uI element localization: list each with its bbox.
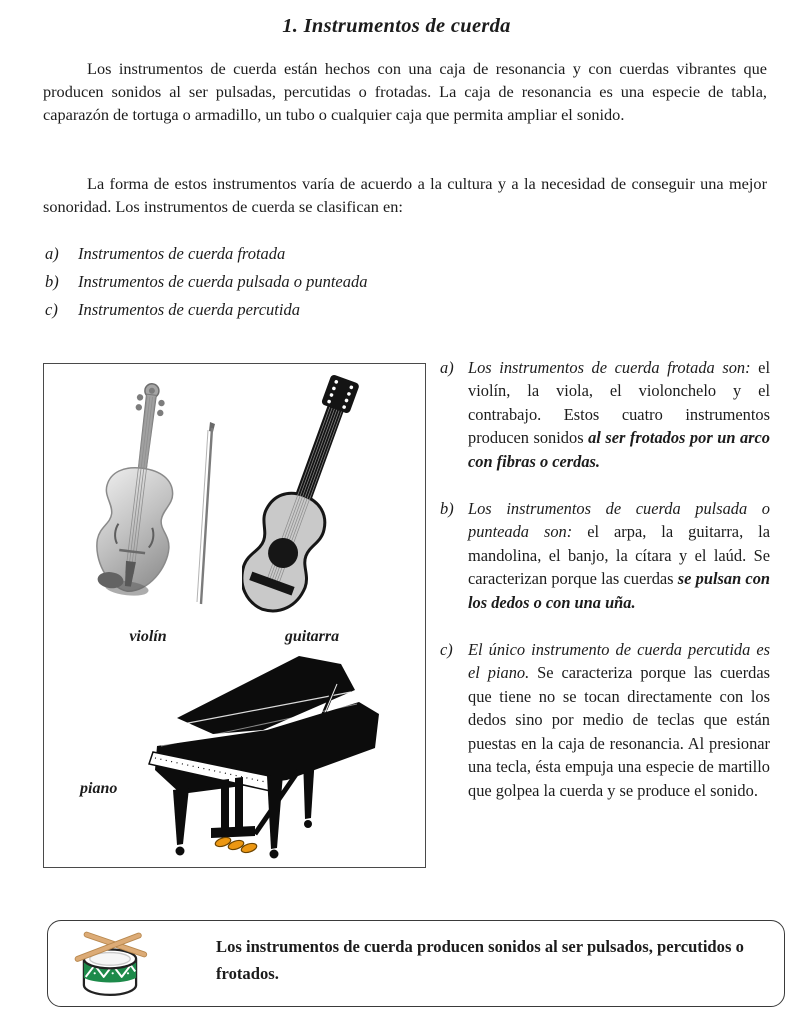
description-item-b — [440, 497, 770, 614]
classification-list — [45, 240, 645, 325]
item-text: Se caracteriza porque las cuerdas que tiene no se tocan directamente con los dedos sino por medio de teclas que están puestas en la caja de resonancia. Al presionar una tecla, ésta empuja una especie de martillo que golpea la cuerda y se produce el sonido. — [468, 663, 770, 800]
list-item-text: Instrumentos de cuerda percutida — [78, 300, 300, 320]
item-text-emphasis: al ser frotados por un arco con fibras o cerdas. — [468, 428, 770, 471]
instruments-figure-box — [43, 363, 426, 868]
item-text-italic: Los instrumentos de cuerda pulsada o punteada son: — [468, 499, 770, 542]
item-text: el arpa, la guitarra, la mandolina, el banjo, la cítara y el laúd. Se caracterizan porque las cuerdas — [468, 522, 770, 589]
guitar-caption: guitarra — [284, 628, 340, 645]
list-marker: a) — [45, 244, 59, 263]
list-item — [45, 296, 645, 324]
item-text: el violín, la viola, el violonchelo y el contrabajo. Estos cuatro instrumentos producen sonidos — [468, 358, 770, 448]
description-item-a — [440, 356, 770, 473]
piano-icon — [127, 652, 399, 862]
page-title: 1. Instrumentos de cuerda — [282, 15, 511, 37]
item-marker: c) — [440, 640, 453, 660]
violin-icon — [84, 376, 224, 631]
item-marker: b) — [440, 499, 454, 519]
list-item — [45, 240, 645, 268]
list-marker: c) — [45, 300, 58, 320]
list-item — [45, 268, 645, 296]
item-text-italic: Los instrumentos de cuerda frotada son: — [468, 358, 751, 377]
item-text-emphasis: se pulsan con los dedos o con una uña. — [468, 569, 770, 612]
summary-box — [47, 920, 785, 1007]
drum-icon — [65, 929, 155, 1005]
item-marker: a) — [440, 358, 454, 377]
intro-paragraph-2: La forma de estos instrumentos varía de acuerdo a la cultura y a la necesidad de conseguir una mejor sonoridad. Los instrumentos de cuerda se clasifican en: — [43, 174, 767, 217]
guitar-icon — [242, 374, 390, 624]
intro-paragraph-1: Los instrumentos de cuerda están hechos con una caja de resonancia y con cuerdas vibrantes que producen sonidos al ser pulsadas, percutidas o frotadas. La caja de resonancia es una especie de tabla, caparazón de tortuga o armadillo, un tubo o cualquier caja que permita ampliar el sonido. — [43, 59, 767, 125]
piano-caption: piano — [80, 780, 118, 797]
list-item-text: Instrumentos de cuerda frotada — [78, 244, 286, 263]
description-item-c — [440, 638, 770, 802]
item-text-italic: El único instrumento de cuerda percutida es el piano. — [468, 640, 770, 683]
description-column — [440, 356, 770, 802]
summary-text: Los instrumentos de cuerda producen sonidos al ser pulsados, percutidos o frotados. — [216, 937, 744, 983]
violin-caption: violín — [129, 628, 167, 645]
list-item-text: Instrumentos de cuerda pulsada o punteada — [78, 272, 368, 292]
bow-icon — [197, 422, 215, 604]
list-marker: b) — [45, 272, 59, 292]
